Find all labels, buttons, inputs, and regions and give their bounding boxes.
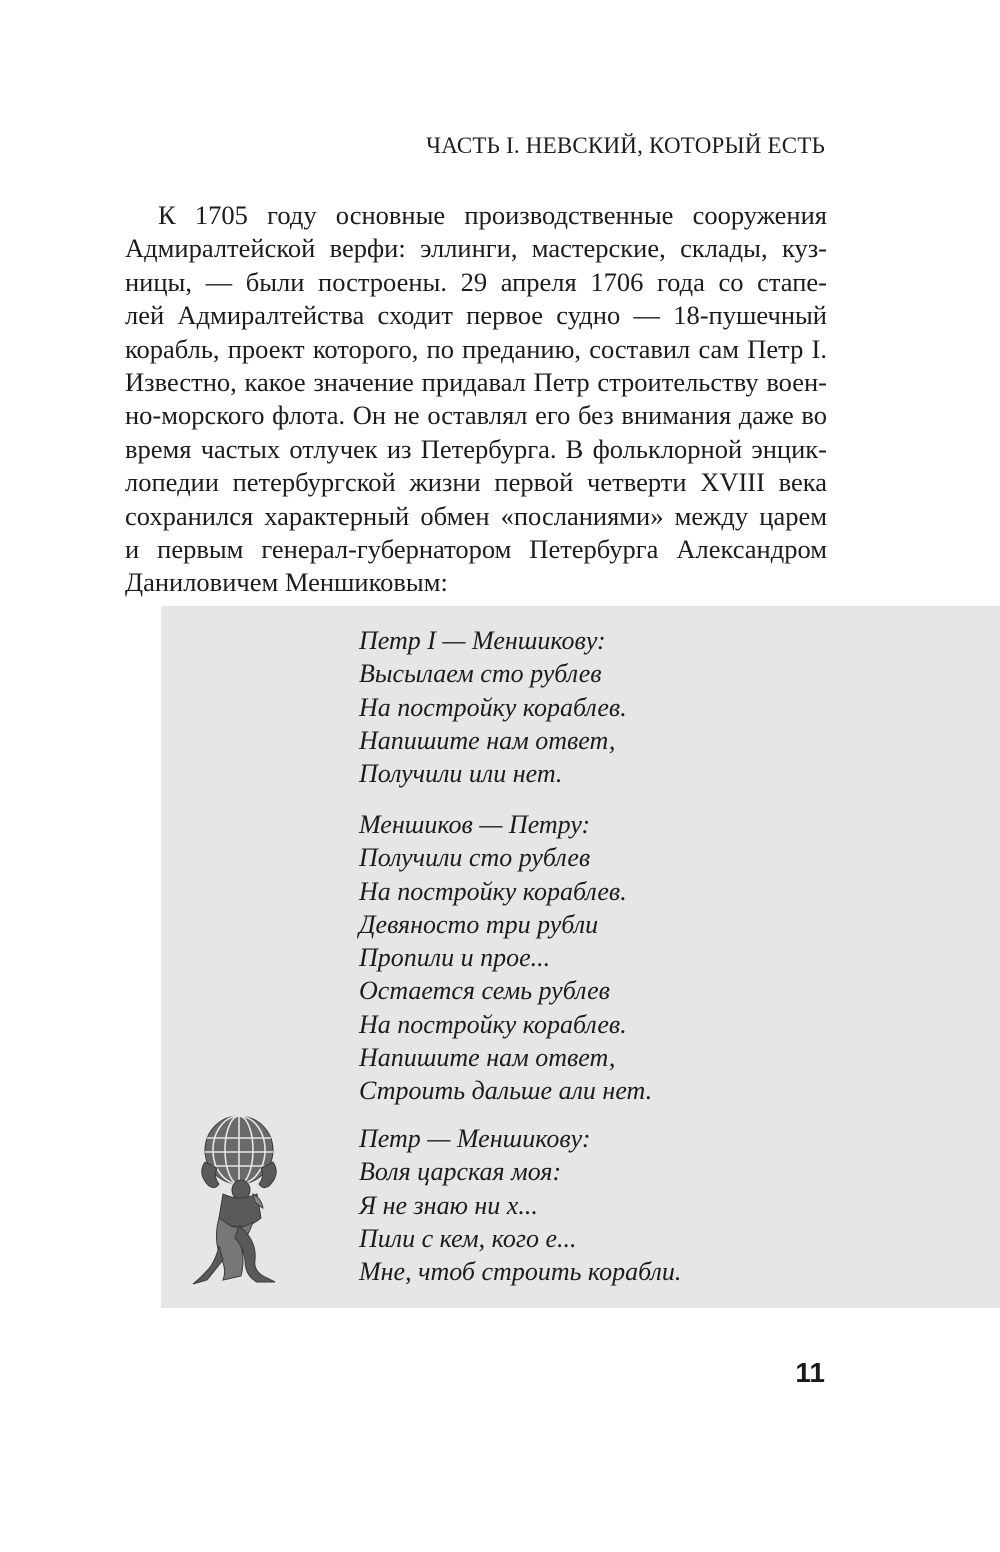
running-head: ЧАСТЬ I. НЕВСКИЙ, КОТОРЫЙ ЕСТЬ <box>426 133 825 158</box>
body-line: корабль, проект которого, по преданию, составил сам Петр I. <box>125 333 827 364</box>
verse-line: Пили с кем, кого е... <box>359 1223 577 1253</box>
body-line: Адмиралтейской верфи: эллинги, мастерские, склады, куз- <box>125 233 827 264</box>
verse-line: Пропили и прое... <box>359 943 551 973</box>
verse-line: Получили сто рублев <box>359 843 591 873</box>
body-line: время частых отлучек из Петербурга. В фольклорной энцик- <box>125 433 827 464</box>
verse-line: Высылаем сто рублев <box>359 659 602 689</box>
verse-line: Меншиков — Петру: <box>359 810 591 839</box>
body-line: ницы, — были построены. 29 апреля 1706 года со стапе- <box>125 266 827 297</box>
verse-line: Мне, чтоб строить корабли. <box>359 1257 682 1287</box>
verse-line: На постройку кораблев. <box>359 876 627 906</box>
body-line: но-морского флота. Он не оставлял его без внимания даже во <box>125 400 827 431</box>
verse-line: Напишите нам ответ, <box>359 1043 616 1073</box>
verse-line: Петр — Меншикову: <box>359 1124 591 1153</box>
body-line: лопедии петербургской жизни первой четверти XVIII века <box>125 467 827 498</box>
body-line: К 1705 году основные производственные сооружения <box>158 200 827 230</box>
body-line: лей Адмиралтейства сходит первое судно — 18-пушечный <box>125 300 827 331</box>
atlas-emblem-icon <box>183 1110 295 1286</box>
body-paragraph <box>125 199 827 600</box>
verse-line: На постройку кораблев. <box>359 692 627 722</box>
verse-line: Петр I — Меншикову: <box>359 626 606 655</box>
verse-line: Я не знаю ни х... <box>359 1190 538 1220</box>
verse-line: На постройку кораблев. <box>359 1009 627 1039</box>
verse-box <box>161 606 1000 1308</box>
verse-line: Воля царская моя: <box>359 1157 562 1187</box>
verse-line: Девяносто три рубли <box>359 909 599 939</box>
page-number: 11 <box>795 1357 825 1388</box>
verse-line: Напишите нам ответ, <box>359 725 616 755</box>
verse-line: Остается семь рублев <box>359 976 610 1006</box>
verse-stanza-peter-reply <box>359 1122 681 1288</box>
verse-stanza-peter <box>359 624 627 790</box>
body-line: Известно, какое значение придавал Петр строительству воен- <box>125 366 827 397</box>
verse-line: Строить дальше али нет. <box>359 1076 653 1106</box>
verse-line: Получили или нет. <box>359 759 563 789</box>
body-line-last: Даниловичем Меншиковым: <box>125 567 448 598</box>
body-line: сохранился характерный обмен «посланиями» между царем <box>125 500 827 531</box>
body-line: и первым генерал-губернатором Петербурга Александром <box>125 533 827 564</box>
verse-stanza-menshikov <box>359 808 652 1108</box>
